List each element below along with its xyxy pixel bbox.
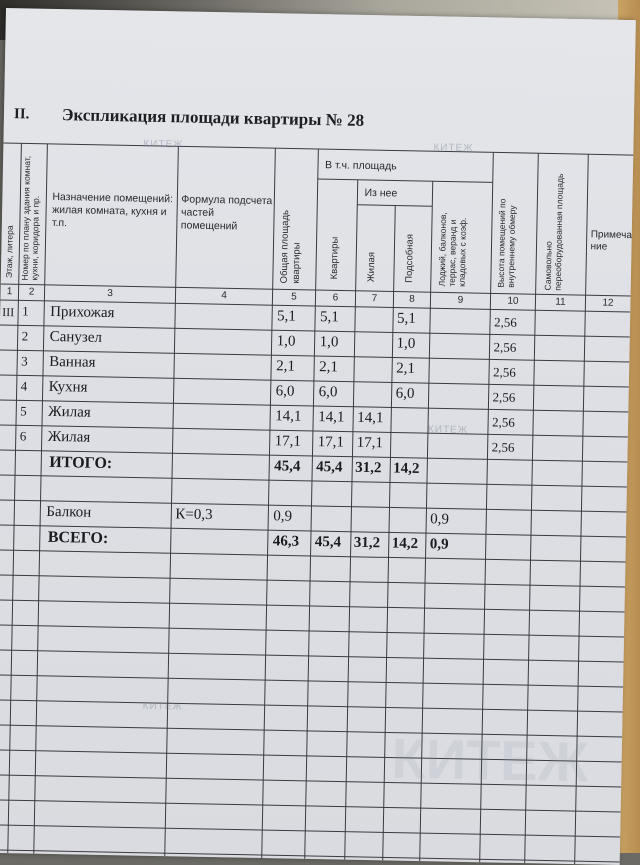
total-area: 17,1 [274, 433, 302, 450]
header-self-reequipped: Самовольно переоборудованная площадь [542, 173, 565, 291]
grand-auxiliary-area: 14,2 [391, 535, 419, 553]
header-loggia: Лоджий, балконов, террас, веранд и кладовых с коэф. [436, 212, 469, 287]
document-title: Экспликация площади квартиры № 28 [61, 105, 365, 130]
room-height: 2,56 [493, 314, 517, 330]
apartment-area: 1,0 [319, 334, 339, 351]
room-name: Санузел [49, 328, 103, 346]
apartment-area: 2,1 [319, 359, 339, 376]
apartment-area: 5,1 [319, 309, 340, 326]
col-number: 3 [107, 287, 113, 300]
apartment-area: 6,0 [318, 384, 338, 401]
col-number: 9 [457, 294, 464, 306]
subtotal-total-area: 45,4 [274, 458, 301, 475]
room-name: Ванная [49, 353, 96, 371]
total-label: ВСЕГО: [47, 528, 109, 548]
header-total-area: Общая площадь квартиры [278, 209, 303, 284]
room-height: 2,56 [491, 414, 516, 430]
col-number: 2 [28, 286, 35, 298]
room-name: Жилая [47, 428, 91, 446]
room-number: 6 [19, 428, 27, 444]
header-incl-area: В т.ч. площадь [324, 159, 397, 173]
living-area: 14,1 [357, 409, 384, 427]
col-number: 4 [221, 290, 227, 302]
watermark: КИТЕЖ [142, 700, 183, 713]
col-number: 11 [555, 296, 566, 308]
auxiliary-area: 6,0 [395, 385, 415, 402]
header-height: Высота помещений по внутреннему обмеру [495, 198, 518, 288]
watermark-large: КИТЕЖ [391, 726, 589, 794]
room-height: 2,56 [492, 389, 516, 405]
total-area: 1,0 [276, 333, 296, 350]
living-area: 17,1 [356, 434, 384, 452]
balcony-total-area: 0,9 [273, 508, 293, 525]
room-number: 4 [20, 378, 28, 394]
total-area: 2,1 [276, 358, 296, 375]
room-number: 3 [21, 353, 28, 369]
watermark: КИТЕЖ [433, 142, 474, 154]
room-number: 5 [20, 403, 27, 419]
room-name: Жилая [48, 403, 91, 421]
floor-value: III [2, 304, 15, 320]
header-auxiliary: Подсобная [403, 233, 416, 283]
col-number: 10 [507, 295, 519, 307]
room-height: 2,56 [491, 439, 515, 455]
total-area: 6,0 [275, 383, 295, 400]
header-room-no: Номер по плану здания комнат, кухни, коридора и пр. [19, 155, 41, 281]
subtotal-label: ИТОГО: [49, 453, 113, 473]
subtotal-living-area: 31,2 [355, 459, 382, 477]
apartment-area: 17,1 [317, 434, 345, 451]
room-name: Прихожая [50, 303, 115, 322]
room-number: 1 [22, 303, 29, 319]
header-floor: Этаж, литера [3, 225, 15, 279]
watermark: КИТЕЖ [427, 424, 469, 436]
header-of-which: Из нее [364, 186, 398, 200]
total-area: 14,1 [275, 408, 302, 425]
col-number: 5 [291, 291, 297, 303]
balcony-formula: К=0,3 [175, 506, 213, 524]
col-number: 12 [602, 297, 614, 309]
grand-living-area: 31,2 [353, 534, 381, 552]
room-height: 2,56 [493, 339, 517, 355]
header-living: Жилая [365, 251, 378, 283]
balcony-loggia-area: 0,9 [430, 511, 450, 528]
header-apartments: Квартиры [328, 236, 341, 280]
header-formula: Формула подсчета частей помещений [180, 193, 273, 233]
room-name: Кухня [48, 378, 88, 396]
subtotal-apartment-area: 45,4 [316, 459, 343, 476]
room-height: 2,56 [492, 364, 516, 380]
balcony-label: Балкон [46, 503, 92, 521]
room-number: 2 [21, 328, 29, 344]
auxiliary-area: 5,1 [396, 310, 417, 327]
section-number: II. [13, 106, 30, 123]
grand-loggia-area: 0,9 [429, 536, 449, 553]
grand-total-area: 46,3 [272, 533, 300, 550]
auxiliary-area: 2,1 [395, 360, 416, 377]
auxiliary-area: 1,0 [396, 335, 416, 352]
watermark: КИТЕЖ [143, 138, 184, 151]
grand-apartment-area: 45,4 [314, 534, 342, 551]
subtotal-auxiliary-area: 14,2 [393, 460, 420, 478]
apartment-area: 14,1 [318, 409, 345, 426]
header-notes: Примечание [590, 229, 633, 253]
document-page [0, 8, 636, 865]
total-area: 5,1 [276, 308, 297, 325]
col-number: 8 [409, 293, 415, 305]
col-number: 1 [6, 286, 13, 298]
col-number: 6 [332, 292, 339, 304]
col-number: 7 [371, 293, 378, 305]
header-purpose: Назначение помещений: жилая комната, кухня и т.п. [51, 190, 174, 230]
